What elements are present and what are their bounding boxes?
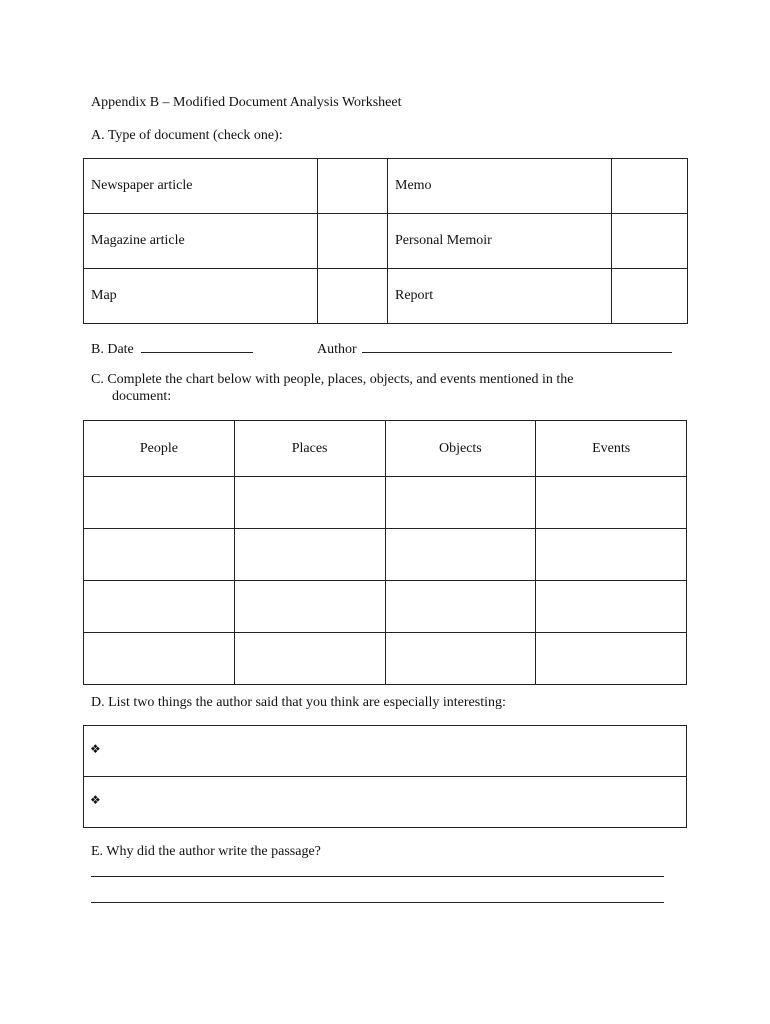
chart-row <box>84 633 687 685</box>
checkbox-memoir[interactable] <box>612 214 688 269</box>
section-a-prompt: A. Type of document (check one): <box>91 128 283 143</box>
interesting-item-2 <box>84 776 686 827</box>
checkbox-report[interactable] <box>612 269 688 324</box>
chart-cell[interactable] <box>84 477 235 529</box>
chart-row <box>84 477 687 529</box>
chart-header-row <box>84 421 687 477</box>
chart-cell[interactable] <box>385 633 536 685</box>
chart-cell[interactable] <box>536 633 687 685</box>
date-row <box>91 339 253 358</box>
type-label-map: Map <box>84 269 318 324</box>
chart-cell[interactable] <box>84 581 235 633</box>
chart-cell[interactable] <box>536 581 687 633</box>
checkbox-magazine[interactable] <box>318 214 388 269</box>
interesting-answer-1[interactable] <box>110 736 674 766</box>
checkbox-newspaper[interactable] <box>318 159 388 214</box>
chart-cell[interactable] <box>234 581 385 633</box>
section-d-prompt: D. List two things the author said that you think are especially interesting: <box>91 695 506 710</box>
header-places: Places <box>234 421 385 477</box>
date-field[interactable] <box>141 339 253 353</box>
header-people: People <box>84 421 235 477</box>
diamond-bullet-icon: ❖ <box>90 793 101 807</box>
chart-cell[interactable] <box>385 581 536 633</box>
interesting-answer-2[interactable] <box>110 787 674 817</box>
section-c-prompt-continued: document: <box>112 389 172 404</box>
section-e-prompt: E. Why did the author write the passage? <box>91 844 321 859</box>
chart-cell[interactable] <box>234 529 385 581</box>
document-type-row <box>84 214 688 269</box>
header-events: Events <box>536 421 687 477</box>
type-label-newspaper: Newspaper article <box>84 159 318 214</box>
answer-line-1[interactable] <box>91 876 664 877</box>
header-objects: Objects <box>385 421 536 477</box>
interesting-item-1 <box>84 726 686 776</box>
interesting-things-box <box>83 725 687 828</box>
document-type-row <box>84 159 688 214</box>
document-type-table <box>83 158 688 324</box>
checkbox-map[interactable] <box>318 269 388 324</box>
chart-cell[interactable] <box>84 633 235 685</box>
author-field[interactable] <box>362 339 672 353</box>
date-label: B. Date <box>91 342 134 357</box>
ppoe-chart <box>83 420 687 685</box>
type-label-report: Report <box>388 269 612 324</box>
answer-line-2[interactable] <box>91 902 664 903</box>
document-type-row <box>84 269 688 324</box>
type-label-magazine: Magazine article <box>84 214 318 269</box>
chart-cell[interactable] <box>536 529 687 581</box>
chart-cell[interactable] <box>234 633 385 685</box>
author-row <box>317 339 672 358</box>
chart-cell[interactable] <box>536 477 687 529</box>
author-label: Author <box>317 342 357 357</box>
section-c-prompt: C. Complete the chart below with people, places, objects, and events mentioned in the <box>91 372 574 387</box>
checkbox-memo[interactable] <box>612 159 688 214</box>
type-label-memo: Memo <box>388 159 612 214</box>
chart-cell[interactable] <box>385 477 536 529</box>
diamond-bullet-icon: ❖ <box>90 742 101 756</box>
chart-row <box>84 581 687 633</box>
worksheet-title: Appendix B – Modified Document Analysis Worksheet <box>91 95 402 110</box>
chart-row <box>84 529 687 581</box>
chart-cell[interactable] <box>234 477 385 529</box>
type-label-memoir: Personal Memoir <box>388 214 612 269</box>
chart-cell[interactable] <box>84 529 235 581</box>
chart-cell[interactable] <box>385 529 536 581</box>
